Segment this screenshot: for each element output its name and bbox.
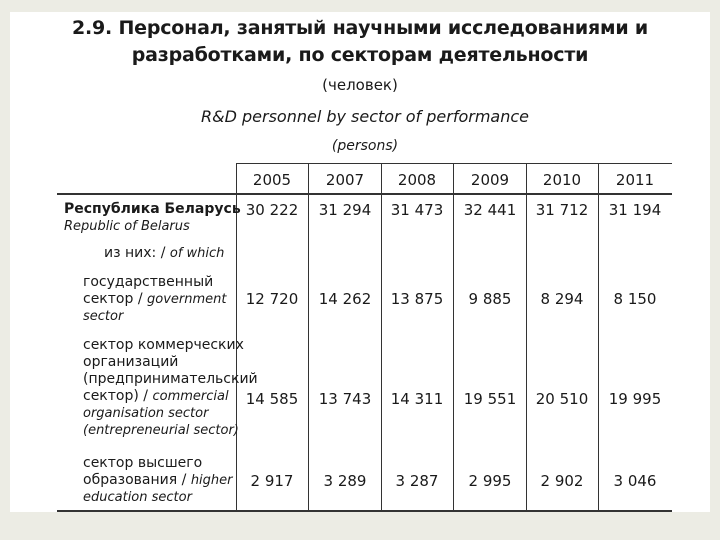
row-label-ru: (предпринимательский: [83, 371, 258, 387]
row-label-ru: сектор высшего: [83, 455, 203, 471]
year-header: 2008: [397, 171, 437, 189]
table-cell: 14 585: [245, 390, 299, 408]
row-label-en: (entrepreneurial sector): [83, 423, 239, 438]
row-label-en: organisation sector: [83, 406, 209, 421]
table-cell: 31 294: [318, 201, 372, 219]
table-cell: 30 222: [245, 201, 299, 219]
table-title-line2: разработками, по секторам деятельности: [131, 44, 589, 66]
table-cell: 14 311: [390, 390, 444, 408]
row-label-en: higher: [190, 473, 233, 488]
slide-frame-top: [0, 0, 720, 12]
row-label-total: [64, 201, 241, 235]
row-label-ru: из них: /: [104, 245, 166, 261]
row-label-government: [83, 274, 226, 325]
title-en: R&D personnel by sector of performance: [200, 107, 530, 126]
row-label-ru: сектор) /: [83, 388, 149, 404]
table-cell: 2 917: [250, 472, 294, 490]
row-label-ru: Республика Беларусь: [64, 201, 241, 217]
table-cell: 19 995: [608, 390, 662, 408]
year-header: 2011: [615, 171, 655, 189]
year-header: 2009: [470, 171, 510, 189]
row-label-en: government: [147, 292, 227, 307]
table-cell: 31 194: [608, 201, 662, 219]
row-label-ru: образования /: [83, 472, 187, 488]
units-en: (persons): [331, 138, 399, 154]
table-cell: 31 473: [390, 201, 444, 219]
table-cell: 8 294: [540, 290, 584, 308]
table-bottom-rule: [57, 510, 672, 512]
row-label-en: education sector: [83, 490, 192, 505]
table-cell: 12 720: [245, 290, 299, 308]
row-label-ru: сектор /: [83, 291, 143, 307]
row-label-en: sector: [83, 309, 124, 324]
slide-frame-bottom: [0, 512, 720, 540]
year-header: 2010: [542, 171, 582, 189]
row-label-ru: государственный: [83, 274, 214, 290]
table-title: [60, 15, 660, 69]
table-cell: 14 262: [318, 290, 372, 308]
table-cell: 9 885: [468, 290, 512, 308]
table-cell: 2 995: [468, 472, 512, 490]
table-cell: 32 441: [463, 201, 517, 219]
table-cell: 3 289: [323, 472, 367, 490]
row-label-commercial: [83, 337, 258, 439]
year-header: 2007: [325, 171, 365, 189]
table-header-bottom-rule: [57, 193, 672, 195]
table-cell: 2 902: [540, 472, 584, 490]
table-cell: 19 551: [463, 390, 517, 408]
units-ru: (человек): [322, 76, 398, 94]
table-cell: 3 046: [613, 472, 657, 490]
row-label-en: Republic of Belarus: [64, 219, 190, 234]
table-cell: 13 743: [318, 390, 372, 408]
table-cell: 3 287: [395, 472, 439, 490]
table-cell: 20 510: [535, 390, 589, 408]
table-cell: 8 150: [613, 290, 657, 308]
table-header-top-rule: [236, 163, 672, 164]
row-label-higher-education: [83, 455, 233, 506]
table-cell: 31 712: [535, 201, 589, 219]
table-cell: 13 875: [390, 290, 444, 308]
row-label-en: commercial: [152, 389, 229, 404]
row-label-of-which: [104, 245, 224, 262]
row-label-ru: сектор коммерческих: [83, 337, 244, 353]
year-header: 2005: [252, 171, 292, 189]
table-title-line1: 2.9. Персонал, занятый научными исследованиями и: [71, 17, 649, 39]
row-label-en: of which: [169, 246, 225, 261]
row-label-ru: организаций: [83, 354, 179, 370]
